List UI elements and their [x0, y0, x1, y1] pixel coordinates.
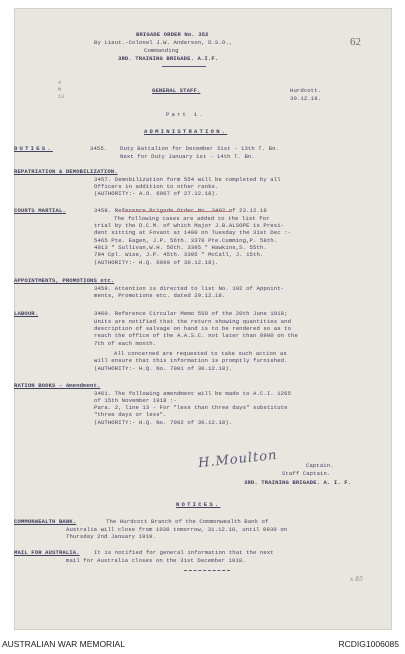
- appointments-line: ments, Promotions etc. dated 29.12.18.: [94, 292, 226, 299]
- courts-martial-line: dent sitting at Fovant at 1400 on Tuesday the 31st Dec :-: [94, 229, 292, 236]
- footer-record-id: RCDIG1006085: [338, 639, 399, 649]
- section-heading-appointments: APPOINTMENTS, PROMOTIONS etc.: [14, 277, 115, 284]
- strike-through: [122, 211, 232, 212]
- courts-martial-entry: 4013 " Sullivan,W.H. 56th. 3395 " Hawkins,S. 55th.: [94, 244, 267, 251]
- margin-mark: 4: [58, 80, 62, 86]
- pencil-annotation: x 85: [350, 576, 363, 583]
- repatriation-line: 3457. Demobilization form 554 will be completed by all: [94, 176, 281, 183]
- signatory-role: Staff Captain.: [282, 470, 331, 477]
- labour-line: 7th of each month.: [94, 340, 157, 347]
- section-heading-ration-books: RATION BOOKS - Amendment.: [14, 382, 101, 389]
- mail-notice-heading: MAIL FOR AUSTRALIA.: [14, 549, 80, 556]
- courts-martial-entry: 794 Cpl. Wise, J.P. 45th. 3395 " McCall, J. 15th.: [94, 251, 264, 258]
- courts-martial-authority: (AUTHORITY:- H.Q. 6999 of 30.12.18).: [94, 259, 219, 266]
- section-heading-duties: DUTIES.: [14, 145, 53, 152]
- labour-line: reach the office of the A.A.S.C. not later than 0900 on the: [94, 332, 298, 339]
- footer-archive-name: AUSTRALIAN WAR MEMORIAL: [2, 639, 125, 649]
- order-date: 30.12.18.: [290, 95, 322, 102]
- bank-notice-line: Thursday 2nd January 1919.: [66, 533, 156, 540]
- appointments-line: 3459. Attention is directed to list No. 102 of Appoint-: [94, 285, 285, 292]
- margin-mark: M: [58, 87, 62, 93]
- commanding-line: Commanding: [144, 47, 179, 54]
- mail-notice-line: mail for Australia closes on the 31st December 1918.: [66, 557, 246, 564]
- ration-books-line: of 15th November 1918 :-: [94, 397, 177, 404]
- margin-mark: 13: [58, 94, 65, 100]
- notices-heading: NOTICES.: [176, 501, 221, 508]
- general-staff-heading: GENERAL STAFF.: [152, 87, 201, 94]
- duties-line: Next for Duty January 1st - 14th T. Bn.: [120, 153, 255, 160]
- part-label: Part 1.: [166, 111, 205, 118]
- duties-line: Duty Battalion for December 31st - 13th T. Bn.: [120, 145, 280, 152]
- header-divider: [162, 66, 206, 67]
- unit-title: 3RD. TRAINING BRIGADE. A.I.F.: [118, 55, 219, 62]
- section-heading-repatriation: REPATRIATION & DEMOBILIZATION.: [14, 168, 118, 175]
- order-by-line: By Lieut.-Colonel J.W. Anderson, D.S.O.,: [94, 39, 233, 46]
- courts-martial-line: 3458. Reference Brigade Order No. 3402 of 23.12.18: [94, 207, 267, 214]
- signatory-rank: Captain.: [306, 462, 334, 469]
- bank-notice-line: The Hurdcott Branch of the Commonwealth Bank of: [106, 518, 269, 525]
- end-divider: [184, 570, 230, 571]
- signature: H.Moulton: [197, 447, 279, 472]
- courts-martial-line: The following cases are added to the list for: [114, 215, 270, 222]
- administration-heading: ADMINISTRATION.: [144, 128, 228, 135]
- labour-line: description of salvage on hand is to be rendered so as to: [94, 325, 292, 332]
- signatory-unit: 3RD. TRAINING BRIGADE. A. I. F.: [244, 479, 352, 486]
- ration-books-line: 3461. The following amendment will be made to A.C.I. 1265: [94, 390, 292, 397]
- labour-line: Units are notified that the return showing quantities and: [94, 318, 292, 325]
- duties-number: 3455.: [90, 145, 108, 152]
- repatriation-line: (AUTHORITY:- A.O. 6967 of 27.12.18).: [94, 190, 219, 197]
- repatriation-line: Officers in addition to other ranks.: [94, 183, 219, 190]
- section-heading-labour: LABOUR.: [14, 310, 39, 317]
- labour-line: 3460. Reference Circular Memo 550 of the 20th June 1918;: [94, 310, 288, 317]
- labour-line: will ensure that this information is promptly furnished.: [94, 357, 288, 364]
- ration-books-line: Para. 2, line 13 - For "less than three days" substitute: [94, 404, 288, 411]
- courts-martial-entry: 5465 Pte. Eagen, J.P. 56th. 3378 Pte.Cumming,P. 58th.: [94, 237, 278, 244]
- labour-authority: (AUTHORITY:- H.Q. No. 7001 of 30.12.18).: [94, 365, 233, 372]
- mail-notice-line: It is notified for general information that the next: [94, 549, 274, 556]
- bank-notice-heading: COMMONWEALTH BANK.: [14, 518, 77, 525]
- courts-martial-line: trial by the D.C.M. of which Major J.B.ALSOPE is Presi-: [94, 222, 285, 229]
- ration-books-authority: (AUTHORITY:- H.Q. No. 7002 of 30.12.18).: [94, 419, 233, 426]
- order-place: Hurdcott.: [290, 87, 322, 94]
- folio-number: 62: [350, 36, 361, 48]
- bank-notice-line: Australia will close from 1030 tomorrow, 31.12.18, until 0930 on: [66, 526, 288, 533]
- ration-books-line: "three days or less".: [94, 411, 167, 418]
- labour-line: All concerned are requested to take such action as: [114, 350, 287, 357]
- document-page: [14, 8, 392, 630]
- order-number: BRIGADE ORDER No. 352: [136, 31, 209, 38]
- section-heading-courts-martial: COURTS MARTIAL.: [14, 207, 66, 214]
